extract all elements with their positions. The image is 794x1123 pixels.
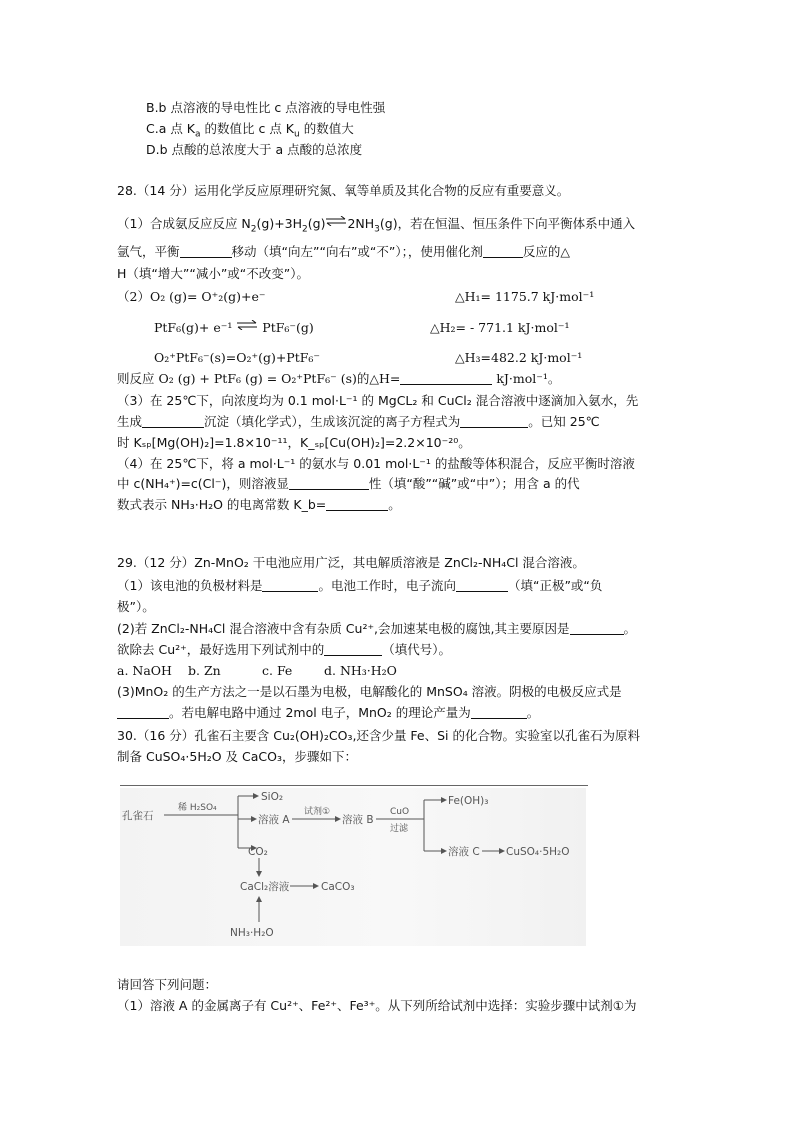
q29-part1-line1: （1）该电池的负极材料是 。电池工作时，电子流向 （填“正极”或“负: [117, 578, 603, 593]
q28-part1-line3: H（填“增大”“减小”或“不改变”）。: [117, 266, 310, 281]
answer-blank[interactable]: [142, 415, 204, 428]
q28-part1-line1: （1）合成氨反应反应 $N_2(g)+3H_2(g)$ $2NH_3(g)$，若在恒温、恒压条件下向平衡体系中通入: [117, 216, 636, 235]
flow-start: 孔雀石: [122, 810, 154, 822]
q30-title: 30.（16 分）孔雀石主要含 Cu₂(OH)₂CO₃,还含少量 Fe、Si 的化合物。实验室以孔雀石为原料: [117, 728, 640, 743]
flow-solution-b: 溶液 B: [342, 814, 374, 826]
q27-option-c: C.a 点 $K_a$ 的数值比 c 点 $K_u$ 的数值大: [146, 121, 354, 140]
answer-blank[interactable]: [460, 415, 528, 428]
q29-part3-line2: 。若电解电路中通过 2mol 电子，MnO₂ 的理论产量为 。: [117, 705, 539, 721]
answer-blank[interactable]: [456, 579, 508, 592]
flow-solution-a: 溶液 A: [258, 814, 290, 826]
answer-blank[interactable]: [400, 372, 492, 385]
flow-acid-label: 稀 H₂SO₄: [178, 803, 217, 813]
answer-blank[interactable]: [289, 477, 369, 490]
q28-part3-line2: 生成 沉淀（填化学式），生成该沉淀的离子方程式为 。已知 25℃: [117, 414, 600, 429]
flow-sio2: SiO₂: [261, 791, 284, 803]
q28-part2-reaction2: PtF₆(g)+ e⁻¹ PtF₆⁻(g): [154, 320, 314, 335]
q29-part2-line1: (2)若 ZnCl₂-NH₄Cl 混合溶液中含有杂质 Cu²⁺,会加速某电极的腐蚀,其主要原因是 。: [117, 621, 637, 636]
flow-caco3: CaCO₃: [321, 881, 355, 893]
flow-solution-c: 溶液 C: [448, 846, 480, 858]
answer-blank[interactable]: [483, 245, 523, 258]
q30-line2: 制备 CuSO₄·5H₂O 及 CaCO₃，步骤如下：: [117, 749, 357, 764]
answer-blank[interactable]: [326, 498, 388, 511]
q28-part4-line1: （4）在 25℃下，将 a mol·L⁻¹ 的氨水与 0.01 mol·L⁻¹ 的盐酸等体积混合，反应平衡时溶液: [117, 456, 635, 471]
process-flow-diagram: [120, 788, 586, 946]
answer-blank[interactable]: [324, 643, 382, 656]
answer-blank[interactable]: [180, 245, 232, 258]
flow-filter-label: 过滤: [390, 824, 409, 834]
q28-dh2: △H₂= - 771.1 kJ·mol⁻¹: [430, 320, 570, 335]
q27-option-b: B.b 点溶液的导电性比 c 点溶液的导电性强: [146, 100, 386, 115]
divider: [120, 785, 588, 786]
q29-part1-line2: 极”）。: [117, 599, 155, 614]
equilibrium-arrow-icon: [236, 320, 258, 330]
q29-part2-line2: 欲除去 Cu²⁺，最好选用下列试剂中的 （填代号）。: [117, 642, 451, 657]
q28-part4-line2: 中 c(NH₄⁺)=c(Cl⁻)，则溶液显 性（填“酸”“碱”或“中”）；用含 a 的代: [117, 476, 580, 491]
flow-nh3: NH₃·H₂O: [230, 927, 274, 939]
equilibrium-arrow-icon: [325, 216, 347, 226]
q28-part2-question: 则反应 O₂ (g) + PtF₆ (g) = O₂⁺PtF₆⁻ (s)的△H= kJ·mol⁻¹。: [117, 371, 561, 386]
q29-choice-a: a. NaOH: [117, 663, 172, 678]
answer-blank[interactable]: [117, 706, 169, 719]
flow-reagent-label: 试剂①: [304, 807, 331, 817]
q29-choice-c: c. Fe: [262, 663, 293, 678]
q27-option-d: D.b 点酸的总浓度大于 a 点酸的总浓度: [146, 142, 363, 157]
q28-dh1: △H₁= 1175.7 kJ·mol⁻¹: [455, 289, 595, 304]
q28-part4-line3: 数式表示 NH₃·H₂O 的电离常数 K_b= 。: [117, 497, 401, 512]
flow-cuso4: CuSO₄·5H₂O: [506, 846, 570, 858]
q28-part2-reaction1: （2）O₂ (g)= O⁺₂(g)+e⁻: [117, 289, 266, 304]
flow-fe-oh: Fe(OH)₃: [448, 795, 489, 807]
q28-part1-line2: 氩气，平衡 移动（填“向左”“向右”或“不”）；，使用催化剂 反应的△: [117, 244, 570, 259]
flow-cuo-label: CuO: [390, 807, 410, 817]
q29-part3-line1: (3)MnO₂ 的生产方法之一是以石墨为电极，电解酸化的 MnSO₄ 溶液。阴极的电极反应式是: [117, 684, 622, 699]
q30-question1: （1）溶液 A 的金属离子有 Cu²⁺、Fe²⁺、Fe³⁺。从下列所给试剂中选择：实验步骤中试剂①为: [117, 998, 637, 1013]
answer-blank[interactable]: [471, 706, 527, 719]
q28-dh3: △H₃=482.2 kJ·mol⁻¹: [455, 350, 583, 365]
q29-title: 29.（12 分）Zn-MnO₂ 干电池应用广泛，其电解质溶液是 ZnCl₂-NH₄Cl 混合溶液。: [117, 555, 585, 570]
q28-part2-reaction3: O₂⁺PtF₆⁻(s)=O₂⁺(g)+PtF₆⁻: [154, 350, 321, 365]
q28-title: 28.（14 分）运用化学反应原理研究氮、氧等单质及其化合物的反应有重要意义。: [117, 183, 570, 198]
q29-choice-d: d. NH₃·H₂O: [324, 663, 397, 678]
answer-blank[interactable]: [570, 622, 624, 635]
q28-part3-line1: （3）在 25℃下，向浓度均为 0.1 mol·L⁻¹ 的 MgCL₂ 和 CuCl₂ 混合溶液中逐滴加入氨水，先: [117, 393, 639, 408]
q28-part3-line3: 时 Kₛₚ[Mg(OH)₂]=1.8×10⁻¹¹，K_ₛₚ[Cu(OH)₂]=2.2×10⁻²⁰。: [117, 435, 471, 450]
flow-cacl2: CaCl₂溶液: [240, 881, 290, 893]
answer-blank[interactable]: [262, 579, 318, 592]
q29-choice-b: b. Zn: [188, 663, 221, 678]
flow-co2: CO₂: [248, 846, 268, 858]
q30-prompt: 请回答下列问题：: [117, 977, 218, 992]
